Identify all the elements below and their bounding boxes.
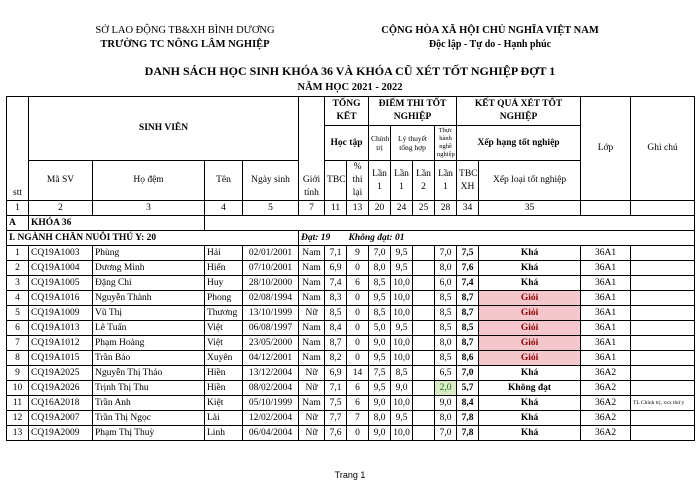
- practice-score-cell: 8,0: [435, 261, 457, 276]
- column-number: 20: [369, 201, 391, 216]
- first-name-cell: Hiền: [205, 366, 243, 381]
- classification-cell: Khá: [479, 276, 581, 291]
- student-id-cell: CQ19A1009: [29, 306, 93, 321]
- note-cell: [631, 411, 695, 426]
- practice-score-cell: 8,0: [435, 411, 457, 426]
- table-row: [7, 336, 695, 351]
- classification-header: Xếp loại tốt nghiệp: [479, 161, 581, 201]
- tbc-xh-cell: 8,5: [457, 321, 479, 336]
- theory-score-cell: 9,5: [391, 261, 413, 276]
- practice-header: Thực hành nghề nghiệp: [435, 126, 457, 161]
- classification-cell: Giỏi: [479, 306, 581, 321]
- first-name-cell: Phong: [205, 291, 243, 306]
- stt-cell: 8: [7, 351, 29, 366]
- birthdate-cell: 02/08/1994: [243, 291, 299, 306]
- politics-score-cell: 9,5: [369, 351, 391, 366]
- tbc-xh-cell: 7,8: [457, 411, 479, 426]
- theory-retake-cell: [413, 411, 435, 426]
- first-name-cell: Xuyên: [205, 351, 243, 366]
- tbc-xh-cell: 8,7: [457, 336, 479, 351]
- table-row: [7, 426, 695, 441]
- theory-retake-cell: [413, 321, 435, 336]
- theory-retake-cell: [413, 351, 435, 366]
- politics-score-cell: 7,0: [369, 246, 391, 261]
- retake-pct-cell: 6: [347, 276, 369, 291]
- theory-score-cell: 9,5: [391, 411, 413, 426]
- classification-cell: Giỏi: [479, 336, 581, 351]
- stt-cell: 3: [7, 276, 29, 291]
- tbc-xh-cell: 8,6: [457, 351, 479, 366]
- theory-score-cell: 10,0: [391, 426, 413, 441]
- table-row: [7, 381, 695, 396]
- practice-score-cell: 7,0: [435, 426, 457, 441]
- gender-cell: Nữ: [299, 306, 325, 321]
- middle-name-cell: Trịnh Thị Thu: [93, 381, 205, 396]
- first-name-cell: Hiển: [205, 261, 243, 276]
- tbc-cell: 8,4: [325, 321, 347, 336]
- national-header: [370, 24, 610, 52]
- birthdate-header: Ngày sinh: [243, 161, 299, 201]
- theory-attempt1-header: Lần 1: [391, 161, 413, 201]
- practice-score-cell: 8,0: [435, 336, 457, 351]
- gender-cell: Nữ: [299, 426, 325, 441]
- theory-retake-cell: [413, 261, 435, 276]
- class-cell: 36A1: [581, 321, 631, 336]
- practice-attempt1-header: Lần 1: [435, 161, 457, 201]
- tbc-cell: 6,9: [325, 261, 347, 276]
- gender-cell: Nữ: [299, 366, 325, 381]
- tbc-cell: 7,7: [325, 411, 347, 426]
- first-name-cell: Kiệt: [205, 396, 243, 411]
- classification-cell: Khá: [479, 366, 581, 381]
- politics-score-cell: 8,0: [369, 261, 391, 276]
- class-cell: 36A1: [581, 246, 631, 261]
- retake-pct-cell: 14: [347, 366, 369, 381]
- class-cell: 36A2: [581, 366, 631, 381]
- tbc-cell: 7,6: [325, 426, 347, 441]
- classification-cell: Giỏi: [479, 351, 581, 366]
- note-cell: [631, 426, 695, 441]
- tbc-cell: 7,5: [325, 396, 347, 411]
- classification-cell: Khá: [479, 411, 581, 426]
- class-cell: 36A1: [581, 276, 631, 291]
- tbc-cell: 8,3: [325, 291, 347, 306]
- note-cell: [631, 351, 695, 366]
- tbc-cell: 7,4: [325, 276, 347, 291]
- retake-pct-cell: 0: [347, 336, 369, 351]
- politics-score-cell: 8,5: [369, 306, 391, 321]
- middle-name-cell: Dương Minh: [93, 261, 205, 276]
- practice-score-cell: 9,0: [435, 396, 457, 411]
- theory-score-cell: 10,0: [391, 291, 413, 306]
- column-number: 4: [205, 201, 243, 216]
- politics-header: Chính trị: [369, 126, 391, 161]
- retake-pct-cell: 7: [347, 411, 369, 426]
- middle-name-cell: Lê Tuấn: [93, 321, 205, 336]
- politics-score-cell: 9,5: [369, 381, 391, 396]
- middle-name-cell: Vũ Thị: [93, 306, 205, 321]
- retake-pct-cell: 0: [347, 291, 369, 306]
- gender-header: Giới tính: [299, 97, 325, 201]
- column-number: 35: [479, 201, 581, 216]
- theory-header: Lý thuyết tổng hợp: [391, 126, 435, 161]
- tbc-cell: 8,5: [325, 306, 347, 321]
- student-id-cell: CQ19A1015: [29, 351, 93, 366]
- stt-cell: 9: [7, 366, 29, 381]
- stt-cell: 12: [7, 411, 29, 426]
- tbc-cell: 7,1: [325, 246, 347, 261]
- tbc-xh-cell: 8,7: [457, 306, 479, 321]
- first-name-cell: Thương: [205, 306, 243, 321]
- tbc-cell: 8,7: [325, 336, 347, 351]
- theory-retake-cell: [413, 381, 435, 396]
- retake-pct-cell: 0: [347, 321, 369, 336]
- gender-cell: Nam: [299, 276, 325, 291]
- stt-cell: 11: [7, 396, 29, 411]
- table-row: [7, 321, 695, 336]
- column-number: 13: [347, 201, 369, 216]
- student-id-cell: CQ19A2007: [29, 411, 93, 426]
- gender-cell: Nam: [299, 351, 325, 366]
- middle-name-cell: Phạm Hoàng: [93, 336, 205, 351]
- politics-score-cell: 9,0: [369, 426, 391, 441]
- class-cell: 36A1: [581, 261, 631, 276]
- note-cell: [631, 261, 695, 276]
- middle-name-cell: Trần Bảo: [93, 351, 205, 366]
- note-cell: [631, 246, 695, 261]
- rank-header: Xếp hạng tốt nghiệp: [457, 126, 581, 161]
- result-header: KẾT QUẢ XÉT TỐT NGHIỆP: [457, 97, 581, 126]
- gender-cell: Nam: [299, 261, 325, 276]
- theory-score-cell: 10,0: [391, 336, 413, 351]
- practice-score-cell: 6,0: [435, 276, 457, 291]
- column-number-row: [7, 201, 695, 216]
- summary-header: TỔNG KẾT: [325, 97, 369, 126]
- middle-name-cell: Trần Anh: [93, 396, 205, 411]
- column-number-empty: [581, 201, 631, 216]
- tbc-xh-header: TBC XH: [457, 161, 479, 201]
- theory-score-cell: 9,5: [391, 246, 413, 261]
- tbc-header: TBC: [325, 161, 347, 201]
- header-row-1: [7, 97, 695, 126]
- tbc-xh-cell: 5,7: [457, 381, 479, 396]
- note-cell: [631, 336, 695, 351]
- column-number: 5: [243, 201, 299, 216]
- student-id-cell: CQ19A1013: [29, 321, 93, 336]
- theory-retake-cell: [413, 246, 435, 261]
- retake-pct-cell: 0: [347, 351, 369, 366]
- note-cell: TL Chính trị, xxx thứ y: [631, 396, 695, 411]
- first-name-header: Tên: [205, 161, 243, 201]
- table-row: [7, 276, 695, 291]
- gender-cell: Nam: [299, 246, 325, 261]
- theory-retake-cell: [413, 396, 435, 411]
- theory-attempt2-header: Lần 2: [413, 161, 435, 201]
- agency-header: [85, 24, 285, 52]
- birthdate-cell: 04/12/2001: [243, 351, 299, 366]
- student-id-cell: CQ19A1016: [29, 291, 93, 306]
- politics-score-cell: 9,0: [369, 396, 391, 411]
- first-name-cell: Việt: [205, 336, 243, 351]
- theory-score-cell: 10,0: [391, 396, 413, 411]
- theory-score-cell: 10,0: [391, 276, 413, 291]
- column-number: 1: [7, 201, 29, 216]
- birthdate-cell: 08/02/2004: [243, 381, 299, 396]
- stt-cell: 5: [7, 306, 29, 321]
- theory-retake-cell: [413, 366, 435, 381]
- tbc-xh-cell: 7,8: [457, 426, 479, 441]
- class-cell: 36A2: [581, 411, 631, 426]
- middle-name-cell: Phùng: [93, 246, 205, 261]
- retake-pct-cell: 0: [347, 426, 369, 441]
- classification-cell: Không đạt: [479, 381, 581, 396]
- student-group-header: SINH VIÊN: [29, 97, 299, 161]
- document-subtitle: NĂM HỌC 2021 - 2022: [297, 82, 403, 93]
- table-row: [7, 306, 695, 321]
- practice-score-cell: 7,0: [435, 246, 457, 261]
- national-title: CỘNG HÒA XÃ HỘI CHỦ NGHĨA VIỆT NAM: [381, 25, 599, 36]
- study-header: Học tập: [325, 126, 369, 161]
- politics-score-cell: 8,0: [369, 411, 391, 426]
- first-name-cell: Lài: [205, 411, 243, 426]
- birthdate-cell: 05/10/1999: [243, 396, 299, 411]
- politics-attempt1-header: Lần 1: [369, 161, 391, 201]
- column-number: 7: [299, 201, 325, 216]
- student-id-cell: CQ16A2018: [29, 396, 93, 411]
- class-cell: 36A1: [581, 336, 631, 351]
- theory-score-cell: 10,0: [391, 351, 413, 366]
- birthdate-cell: 13/10/1999: [243, 306, 299, 321]
- gender-cell: Nam: [299, 336, 325, 351]
- theory-retake-cell: [413, 276, 435, 291]
- birthdate-cell: 06/04/2004: [243, 426, 299, 441]
- section-code: A: [7, 216, 29, 231]
- middle-name-cell: Phạm Thị Thuỳ: [93, 426, 205, 441]
- gender-cell: Nam: [299, 396, 325, 411]
- column-number-empty: [631, 201, 695, 216]
- stt-header: stt: [7, 97, 29, 201]
- theory-score-cell: 10,0: [391, 306, 413, 321]
- politics-score-cell: 9,5: [369, 291, 391, 306]
- middle-name-header: Họ đệm: [93, 161, 205, 201]
- class-cell: 36A2: [581, 396, 631, 411]
- classification-cell: Khá: [479, 261, 581, 276]
- birthdate-cell: 23/05/2000: [243, 336, 299, 351]
- table-row: [7, 261, 695, 276]
- first-name-cell: Linh: [205, 426, 243, 441]
- column-number: 28: [435, 201, 457, 216]
- practice-score-cell: 8,5: [435, 291, 457, 306]
- student-id-header: Mã SV: [29, 161, 93, 201]
- tbc-xh-cell: 8,4: [457, 396, 479, 411]
- gender-cell: Nữ: [299, 381, 325, 396]
- classification-cell: Khá: [479, 246, 581, 261]
- theory-score-cell: 9,5: [391, 321, 413, 336]
- gender-cell: Nam: [299, 291, 325, 306]
- tbc-cell: 6,9: [325, 366, 347, 381]
- table-row: [7, 291, 695, 306]
- politics-score-cell: 8,5: [369, 276, 391, 291]
- practice-score-cell: 8,5: [435, 306, 457, 321]
- middle-name-cell: Trần Thị Ngọc: [93, 411, 205, 426]
- classification-cell: Giỏi: [479, 291, 581, 306]
- table-row: [7, 366, 695, 381]
- tbc-xh-cell: 7,4: [457, 276, 479, 291]
- first-name-cell: Hiền: [205, 381, 243, 396]
- section-name: KHÓA 36: [29, 216, 205, 231]
- gender-cell: Nam: [299, 321, 325, 336]
- stt-cell: 1: [7, 246, 29, 261]
- politics-score-cell: 9,0: [369, 336, 391, 351]
- note-cell: [631, 291, 695, 306]
- retake-pct-cell: 9: [347, 246, 369, 261]
- stt-cell: 4: [7, 291, 29, 306]
- document-title: DANH SÁCH HỌC SINH KHÓA 36 VÀ KHÓA CŨ XÉT TỐT NGHIỆP ĐỢT 1: [144, 64, 556, 78]
- birthdate-cell: 02/01/2001: [243, 246, 299, 261]
- student-id-cell: CQ19A1012: [29, 336, 93, 351]
- class-cell: 36A1: [581, 351, 631, 366]
- student-id-cell: CQ19A1003: [29, 246, 93, 261]
- classification-cell: Khá: [479, 396, 581, 411]
- column-number: 25: [413, 201, 435, 216]
- theory-retake-cell: [413, 306, 435, 321]
- class-header: Lớp: [581, 97, 631, 201]
- practice-score-cell: 8,5: [435, 321, 457, 336]
- class-cell: 36A2: [581, 426, 631, 441]
- theory-retake-cell: [413, 426, 435, 441]
- retake-pct-cell: 6: [347, 396, 369, 411]
- page-footer: Trang 1: [334, 470, 366, 480]
- department-name: SỞ LAO ĐỘNG TB&XH BÌNH DƯƠNG: [95, 25, 275, 36]
- column-number: 3: [93, 201, 205, 216]
- student-id-cell: CQ19A2025: [29, 366, 93, 381]
- graduation-table: [6, 96, 695, 441]
- column-number: 34: [457, 201, 479, 216]
- note-cell: [631, 321, 695, 336]
- classification-cell: Khá: [479, 426, 581, 441]
- first-name-cell: Việt: [205, 321, 243, 336]
- tbc-cell: 8,2: [325, 351, 347, 366]
- table-row: [7, 396, 695, 411]
- school-name: TRƯỜNG TC NÔNG LÂM NGHIỆP: [100, 39, 270, 50]
- class-cell: 36A1: [581, 306, 631, 321]
- student-id-cell: CQ19A2009: [29, 426, 93, 441]
- practice-score-cell: 6,5: [435, 366, 457, 381]
- tbc-xh-cell: 8,7: [457, 291, 479, 306]
- tbc-cell: 7,1: [325, 381, 347, 396]
- table-row: [7, 411, 695, 426]
- column-number: 11: [325, 201, 347, 216]
- retake-pct-cell: 0: [347, 261, 369, 276]
- birthdate-cell: 28/10/2000: [243, 276, 299, 291]
- tbc-xh-cell: 7,5: [457, 246, 479, 261]
- national-motto: Độc lập - Tự do - Hạnh phúc: [428, 39, 552, 50]
- note-cell: [631, 366, 695, 381]
- student-id-cell: CQ19A1004: [29, 261, 93, 276]
- stt-cell: 2: [7, 261, 29, 276]
- middle-name-cell: Nguyễn Thành: [93, 291, 205, 306]
- tbc-xh-cell: 7,6: [457, 261, 479, 276]
- theory-score-cell: 9,0: [391, 381, 413, 396]
- practice-score-cell: 8,5: [435, 351, 457, 366]
- student-id-cell: CQ19A1005: [29, 276, 93, 291]
- birthdate-cell: 13/12/2004: [243, 366, 299, 381]
- stt-cell: 6: [7, 321, 29, 336]
- stt-cell: 7: [7, 336, 29, 351]
- birthdate-cell: 12/02/2004: [243, 411, 299, 426]
- retake-pct-cell: 6: [347, 381, 369, 396]
- column-number: 2: [29, 201, 93, 216]
- note-cell: [631, 276, 695, 291]
- theory-score-cell: 8,5: [391, 366, 413, 381]
- group-pass: Đạt: 19: [299, 231, 347, 246]
- note-header: Ghi chú: [631, 97, 695, 201]
- class-cell: 36A2: [581, 381, 631, 396]
- group-fail: Không đạt: 01: [347, 231, 695, 246]
- section-filler: [205, 216, 695, 231]
- group-row: [7, 231, 695, 246]
- politics-score-cell: 5,0: [369, 321, 391, 336]
- first-name-cell: Hải: [205, 246, 243, 261]
- middle-name-cell: Nguyễn Thị Thảo: [93, 366, 205, 381]
- gender-cell: Nữ: [299, 411, 325, 426]
- birthdate-cell: 06/08/1997: [243, 321, 299, 336]
- column-number: 24: [391, 201, 413, 216]
- table-row: [7, 351, 695, 366]
- retake-pct-header: % thi lại: [347, 161, 369, 201]
- classification-cell: Giỏi: [479, 321, 581, 336]
- note-cell: [631, 306, 695, 321]
- stt-cell: 10: [7, 381, 29, 396]
- first-name-cell: Huy: [205, 276, 243, 291]
- birthdate-cell: 07/10/2001: [243, 261, 299, 276]
- theory-retake-cell: [413, 336, 435, 351]
- politics-score-cell: 7,5: [369, 366, 391, 381]
- group-name: I. NGÀNH CHĂN NUÔI THÚ Y: 20: [7, 231, 299, 246]
- practice-score-cell: 2,0: [435, 381, 457, 396]
- table-row: [7, 246, 695, 261]
- class-cell: 36A1: [581, 291, 631, 306]
- theory-retake-cell: [413, 291, 435, 306]
- note-cell: [631, 381, 695, 396]
- exam-header: ĐIỂM THI TỐT NGHIỆP: [369, 97, 457, 126]
- student-id-cell: CQ19A2026: [29, 381, 93, 396]
- stt-cell: 13: [7, 426, 29, 441]
- section-row: [7, 216, 695, 231]
- middle-name-cell: Đặng Chí: [93, 276, 205, 291]
- retake-pct-cell: 0: [347, 306, 369, 321]
- tbc-xh-cell: 7,0: [457, 366, 479, 381]
